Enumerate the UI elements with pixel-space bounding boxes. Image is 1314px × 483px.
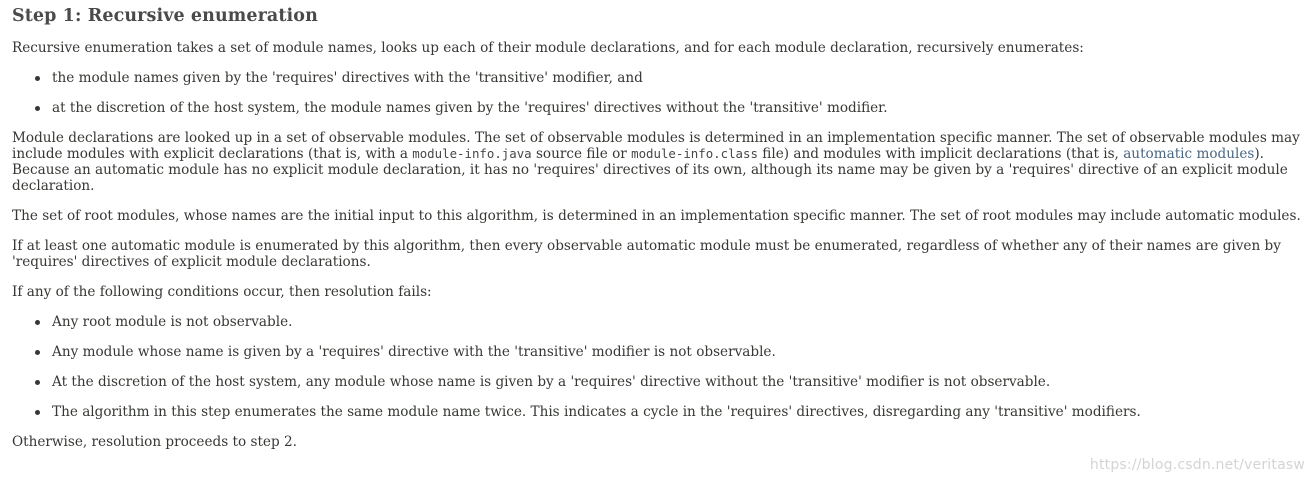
code-module-info-java: module-info.java — [412, 146, 532, 161]
automatic-module-paragraph: If at least one automatic module is enumerated by this algorithm, then every observable automatic module must be enumerated, regardless of whether any of their names are given by 'requires' directives of explicit module declarations. — [12, 238, 1281, 270]
intro-paragraph: Recursive enumeration takes a set of module names, looks up each of their module declarations, and for each module declaration, recursively enumerates: — [12, 40, 1084, 56]
text-span: source file or — [531, 146, 632, 162]
watermark-text: https://blog.csdn.net/veritasw — [1089, 457, 1305, 473]
otherwise-paragraph: Otherwise, resolution proceeds to step 2. — [12, 434, 297, 450]
automatic-modules-link[interactable]: automatic modules — [1123, 146, 1255, 162]
root-modules-paragraph: The set of root modules, whose names are the initial input to this algorithm, is determined in an implementation specific manner. The set of root modules may include automatic modules. — [12, 208, 1301, 224]
document-body — [12, 0, 1310, 450]
observable-modules-paragraph — [12, 130, 1310, 194]
enumeration-list — [12, 70, 1310, 116]
list-item: At the discretion of the host system, any module whose name is given by a 'requires' directive without the 'transitive' modifier is not observable. — [52, 374, 1310, 390]
list-item: the module names given by the 'requires' directives with the 'transitive' modifier, and — [52, 70, 1310, 86]
section-heading: Step 1: Recursive enumeration — [12, 6, 318, 26]
list-item: The algorithm in this step enumerates the same module name twice. This indicates a cycle in the 'requires' directives, disregarding any 'transitive' modifiers. — [52, 404, 1310, 420]
list-item: Any module whose name is given by a 'requires' directive with the 'transitive' modifier is not observable. — [52, 344, 1310, 360]
text-span: ). Because an automatic module has no explicit module declaration, it has no 'requires' directives of its own, although its name may be given by a 'requires' directive of an explicit module declaration. — [12, 146, 1288, 194]
list-item: at the discretion of the host system, the module names given by the 'requires' directives without the 'transitive' modifier. — [52, 100, 1310, 116]
failure-intro: If any of the following conditions occur, then resolution fails: — [12, 284, 432, 300]
list-item: Any root module is not observable. — [52, 314, 1310, 330]
failure-conditions-list — [12, 314, 1310, 420]
code-module-info-class: module-info.class — [631, 146, 758, 161]
text-span: file) and modules with implicit declarations (that is, — [757, 146, 1124, 162]
text-span: Module declarations are looked up in a set of observable modules. The set of observable modules is determined in an implementation specific manner. The set of observable modules may include modules with explicit declarations (that is, with a — [12, 130, 1300, 162]
